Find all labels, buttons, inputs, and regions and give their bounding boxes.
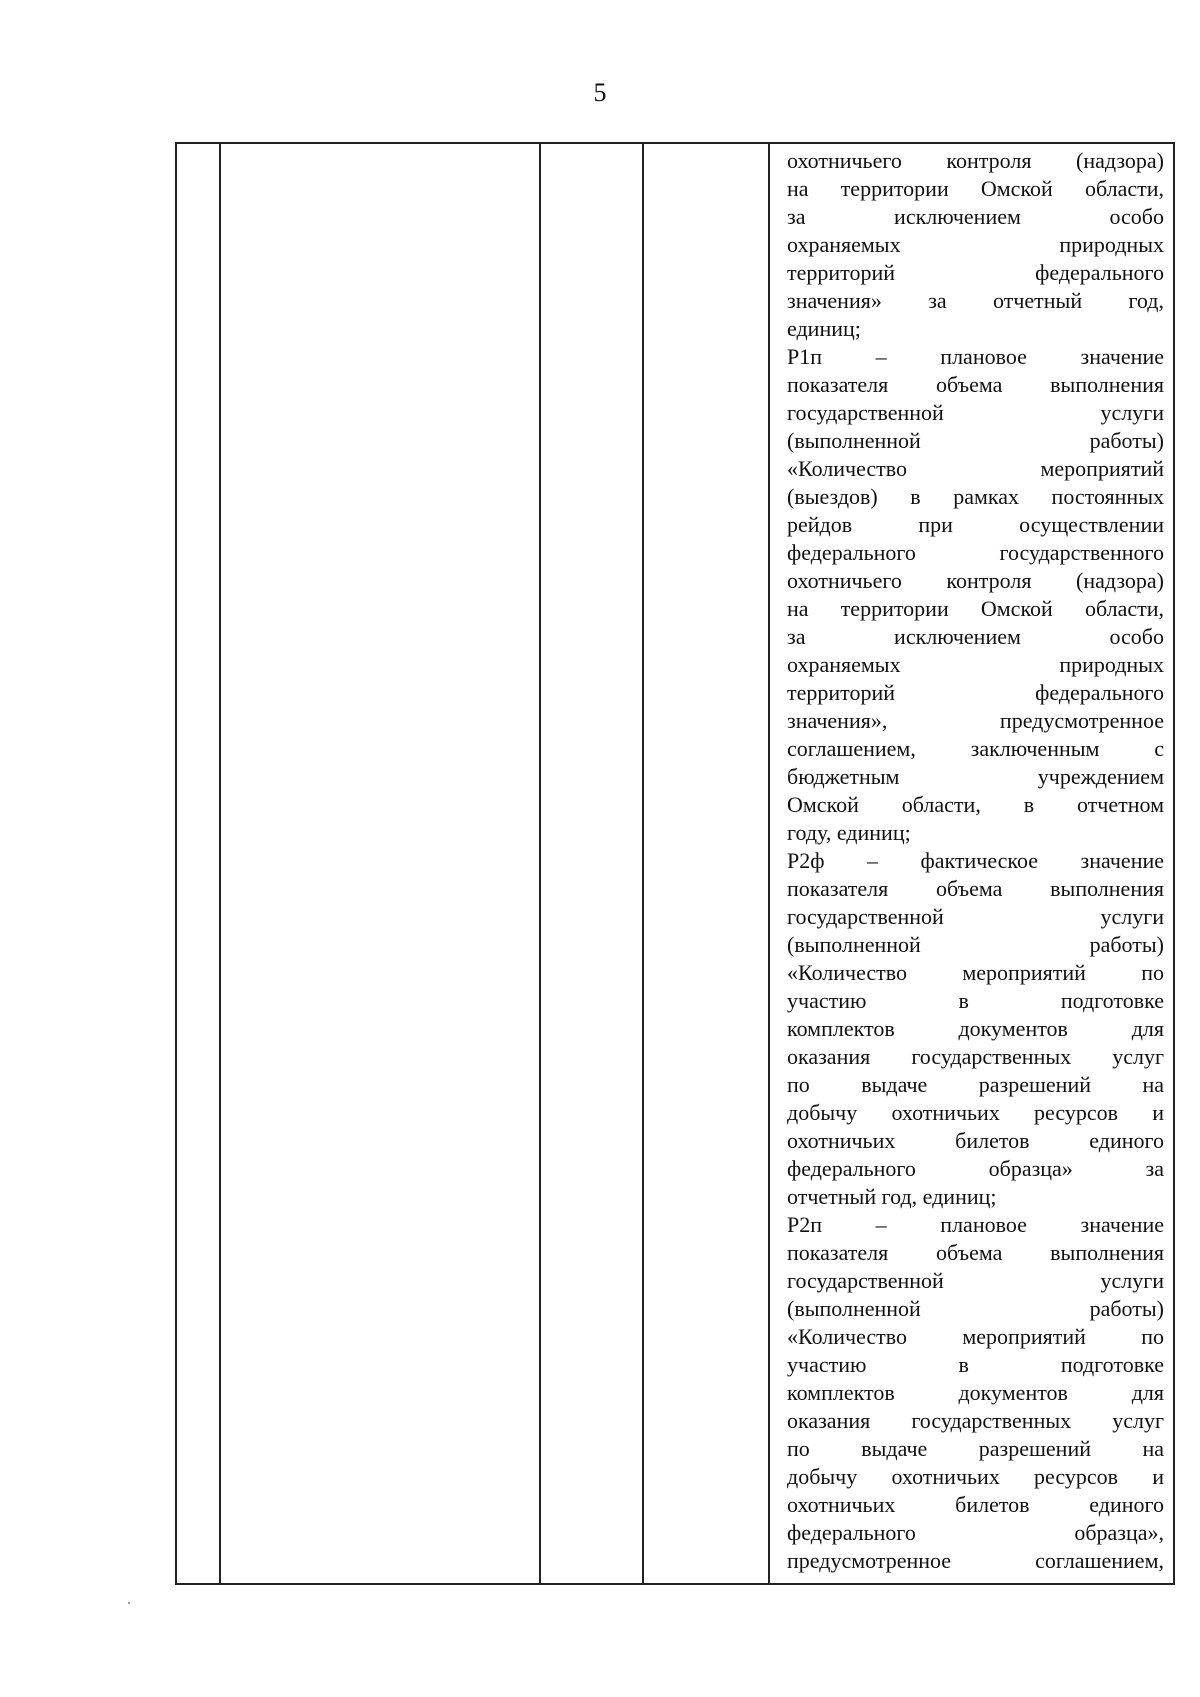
description-line: отчетный год, единиц; [787, 1184, 997, 1209]
description-line: на территории Омской области, [787, 596, 1164, 621]
description-line: комплектов документов для [787, 1380, 1164, 1405]
description-line: единиц; [787, 316, 861, 341]
description-line: федерального образца» за [787, 1156, 1164, 1181]
description-line: Р2п – плановое значение [787, 1212, 1164, 1237]
description-line: «Количество мероприятий по [787, 1324, 1164, 1349]
description-line: значения» за отчетный год, [787, 288, 1164, 313]
table-cell-value [643, 143, 769, 1584]
description-line: (выполненной работы) [787, 932, 1164, 957]
page-number: 5 [593, 78, 607, 107]
description-line: (выездов) в рамках постоянных [787, 484, 1164, 509]
description-line: Р1п – плановое значение [787, 344, 1164, 369]
description-line: охраняемых природных [787, 652, 1164, 677]
description-line: по выдаче разрешений на [787, 1072, 1164, 1097]
description-line: году, единиц; [787, 820, 911, 845]
description-line: оказания государственных услуг [787, 1408, 1164, 1433]
table-cell-unit [540, 143, 643, 1584]
description-line: предусмотренное соглашением, [787, 1548, 1164, 1573]
description-line: федерального образца», [787, 1520, 1164, 1545]
description-line: добычу охотничьих ресурсов и [787, 1464, 1164, 1489]
description-line: бюджетным учреждением [787, 764, 1164, 789]
description-line: соглашением, заключенным с [787, 736, 1164, 761]
description-line: охотничьего контроля (надзора) [787, 148, 1164, 173]
description-line: государственной услуги [787, 400, 1164, 425]
description-line: показателя объема выполнения [787, 372, 1164, 397]
table-cell-number [176, 143, 220, 1584]
description-line: оказания государственных услуг [787, 1044, 1164, 1069]
description-line: «Количество мероприятий [787, 456, 1164, 481]
table-row [176, 143, 1174, 1584]
description-line: «Количество мероприятий по [787, 960, 1164, 985]
description-line: участию в подготовке [787, 988, 1164, 1013]
scan-artifact [128, 1602, 130, 1604]
description-line: охотничьих билетов единого [787, 1492, 1164, 1517]
table-cell-name [220, 143, 540, 1584]
description-line: за исключением особо [787, 624, 1164, 649]
description-line: (выполненной работы) [787, 428, 1164, 453]
description-line: добычу охотничьих ресурсов и [787, 1100, 1164, 1125]
description-line: охотничьих билетов единого [787, 1128, 1164, 1153]
indicator-table [175, 142, 1175, 1585]
description-line: показателя объема выполнения [787, 876, 1164, 901]
description-line: Р2ф – фактическое значение [787, 848, 1164, 873]
description-line: территорий федерального [787, 680, 1164, 705]
description-line: охраняемых природных [787, 232, 1164, 257]
description-line: государственной услуги [787, 904, 1164, 929]
description-line: (выполненной работы) [787, 1296, 1164, 1321]
description-line: охотничьего контроля (надзора) [787, 568, 1164, 593]
description-line: Омской области, в отчетном [787, 792, 1164, 817]
description-line: участию в подготовке [787, 1352, 1164, 1377]
description-line: на территории Омской области, [787, 176, 1164, 201]
description-line: за исключением особо [787, 204, 1164, 229]
description-line: государственной услуги [787, 1268, 1164, 1293]
description-line: территорий федерального [787, 260, 1164, 285]
table-cell-formula-description [769, 143, 1174, 1584]
description-line: федерального государственного [787, 540, 1164, 565]
description-line: рейдов при осуществлении [787, 512, 1164, 537]
description-line: значения», предусмотренное [787, 708, 1164, 733]
description-line: показателя объема выполнения [787, 1240, 1164, 1265]
description-line: по выдаче разрешений на [787, 1436, 1164, 1461]
description-line: комплектов документов для [787, 1016, 1164, 1041]
